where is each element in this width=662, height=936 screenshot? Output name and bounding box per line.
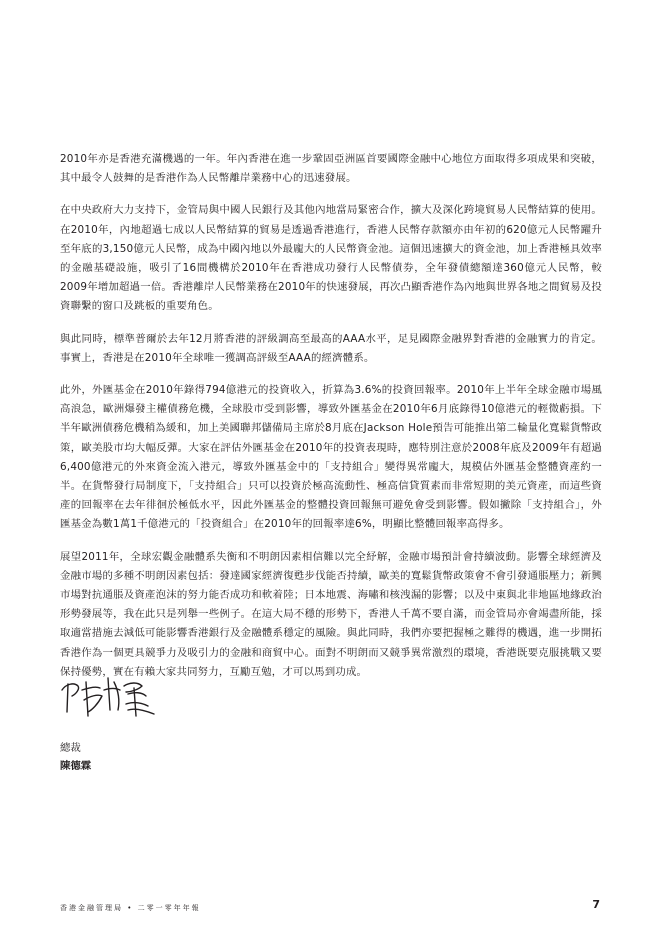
footer-publication: 香港金融管理局 • 二零一零年年報 bbox=[60, 904, 201, 912]
paragraph-credit-rating: 與此同時，標準普爾於去年12月將香港的評級調高至最高的AAA水平，足見國際金融界對香港的金融實力的肯定。事實上，香港是在2010年全球唯一獲調高評級至AAA的經濟體系。 bbox=[60, 332, 602, 364]
paragraph-exchange-fund: 此外，外匯基金在2010年錄得794億港元的投資收入，折算為3.6%的投資回報率。2010年上半年全球金融市場風高浪急，歐洲爆發主權債務危機，全球股市受到影響，導致外匯基金在2010年6月底錄得10億港元的輕微虧損。下半年歐洲債務危機稍為緩和，加上美國聯邦儲備局主席於8月底在Jackson Hole預告可能推出第二輪量化寬鬆貨幣政策，歐美股市均大幅反彈。大家在評估外匯基金在2010年的投資表現時，應特別注意於2008年底及2009年有超過6,400億港元的外來資金流入港元，導致外匯基金中的「支持組合」變得異常龐大，規模佔外匯基金整體資產約一半。在貨幣發行局制度下，「支持組合」只可以投資於極高流動性、極高信貸質素而非常短期的美元資產，而這些資產的回報率在去年徘徊於極低水平，因此外匯基金的整體投資回報無可避免會受到影響。假如撇除「支持組合」，外匯基金為數1萬1千億港元的「投資組合」在2010年的回報率達6%，明顯比整體回報率高得多。 bbox=[60, 384, 602, 531]
page-number: 7 bbox=[592, 898, 600, 911]
paragraph-outlook: 展望2011年，全球宏觀金融體系失衡和不明朗因素相信難以完全紓解，金融市場預計會持續波動。影響全球經濟及金融市場的多種不明朗因素包括：發達國家經濟復甦步伐能否持續，歐美的寬鬆貨幣政策會不會引發通脹壓力；新興市場對抗通脹及資產泡沫的努力能否成功和軟着陸；日本地震、海嘯和核洩漏的影響；以及中東與北非地區地緣政治形勢發展等，我在此只是列舉一些例子。在這大局不穩的形勢下，香港人千萬不要自滿，而金管局亦會竭盡所能，採取適當措施去減低可能影響香港銀行及金融體系穩定的風險。與此同時，我們亦要把握極之難得的機遇，進一步開拓香港作為一個更具競爭力及吸引力的金融和商貿中心。面對不明朗而又競爭異常激烈的環境，香港既要克服挑戰又要保持優勢，實在有賴大家共同努力，互勵互勉，才可以馬到功成。 bbox=[60, 550, 602, 678]
signer-name: 陳德霖 bbox=[60, 760, 92, 772]
paragraph-rmb-business: 在中央政府大力支持下，金管局與中國人民銀行及其他內地當局緊密合作，擴大及深化跨境貿易人民幣結算的使用。在2010年，內地超過七成以人民幣結算的貿易是透過香港進行，香港人民幣存款額亦由年初的620億元人民幣躍升至年底的3,150億元人民幣，成為中國內地以外最龐大的人民幣資金池。這個迅速擴大的資金池，加上香港極具效率的金融基礎設施，吸引了16間機構於2010年在香港成功發行人民幣債券，全年發債總額達360億元人民幣，較2009年增加超過一倍。香港離岸人民幣業務在2010年的快速發展，再次凸顯香港作為內地與世界各地之間貿易及投資聯繫的窗口及跳板的重要角色。 bbox=[60, 204, 602, 313]
signer-title: 總裁 bbox=[60, 742, 81, 754]
handwritten-signature bbox=[58, 660, 168, 720]
letter-body bbox=[60, 150, 602, 695]
paragraph-intro: 2010年亦是香港充滿機遇的一年。年內香港在進一步鞏固亞洲區首要國際金融中心地位方面取得多項成果和突破，其中最令人鼓舞的是香港作為人民幣離岸業務中心的迅速發展。 bbox=[60, 153, 602, 185]
